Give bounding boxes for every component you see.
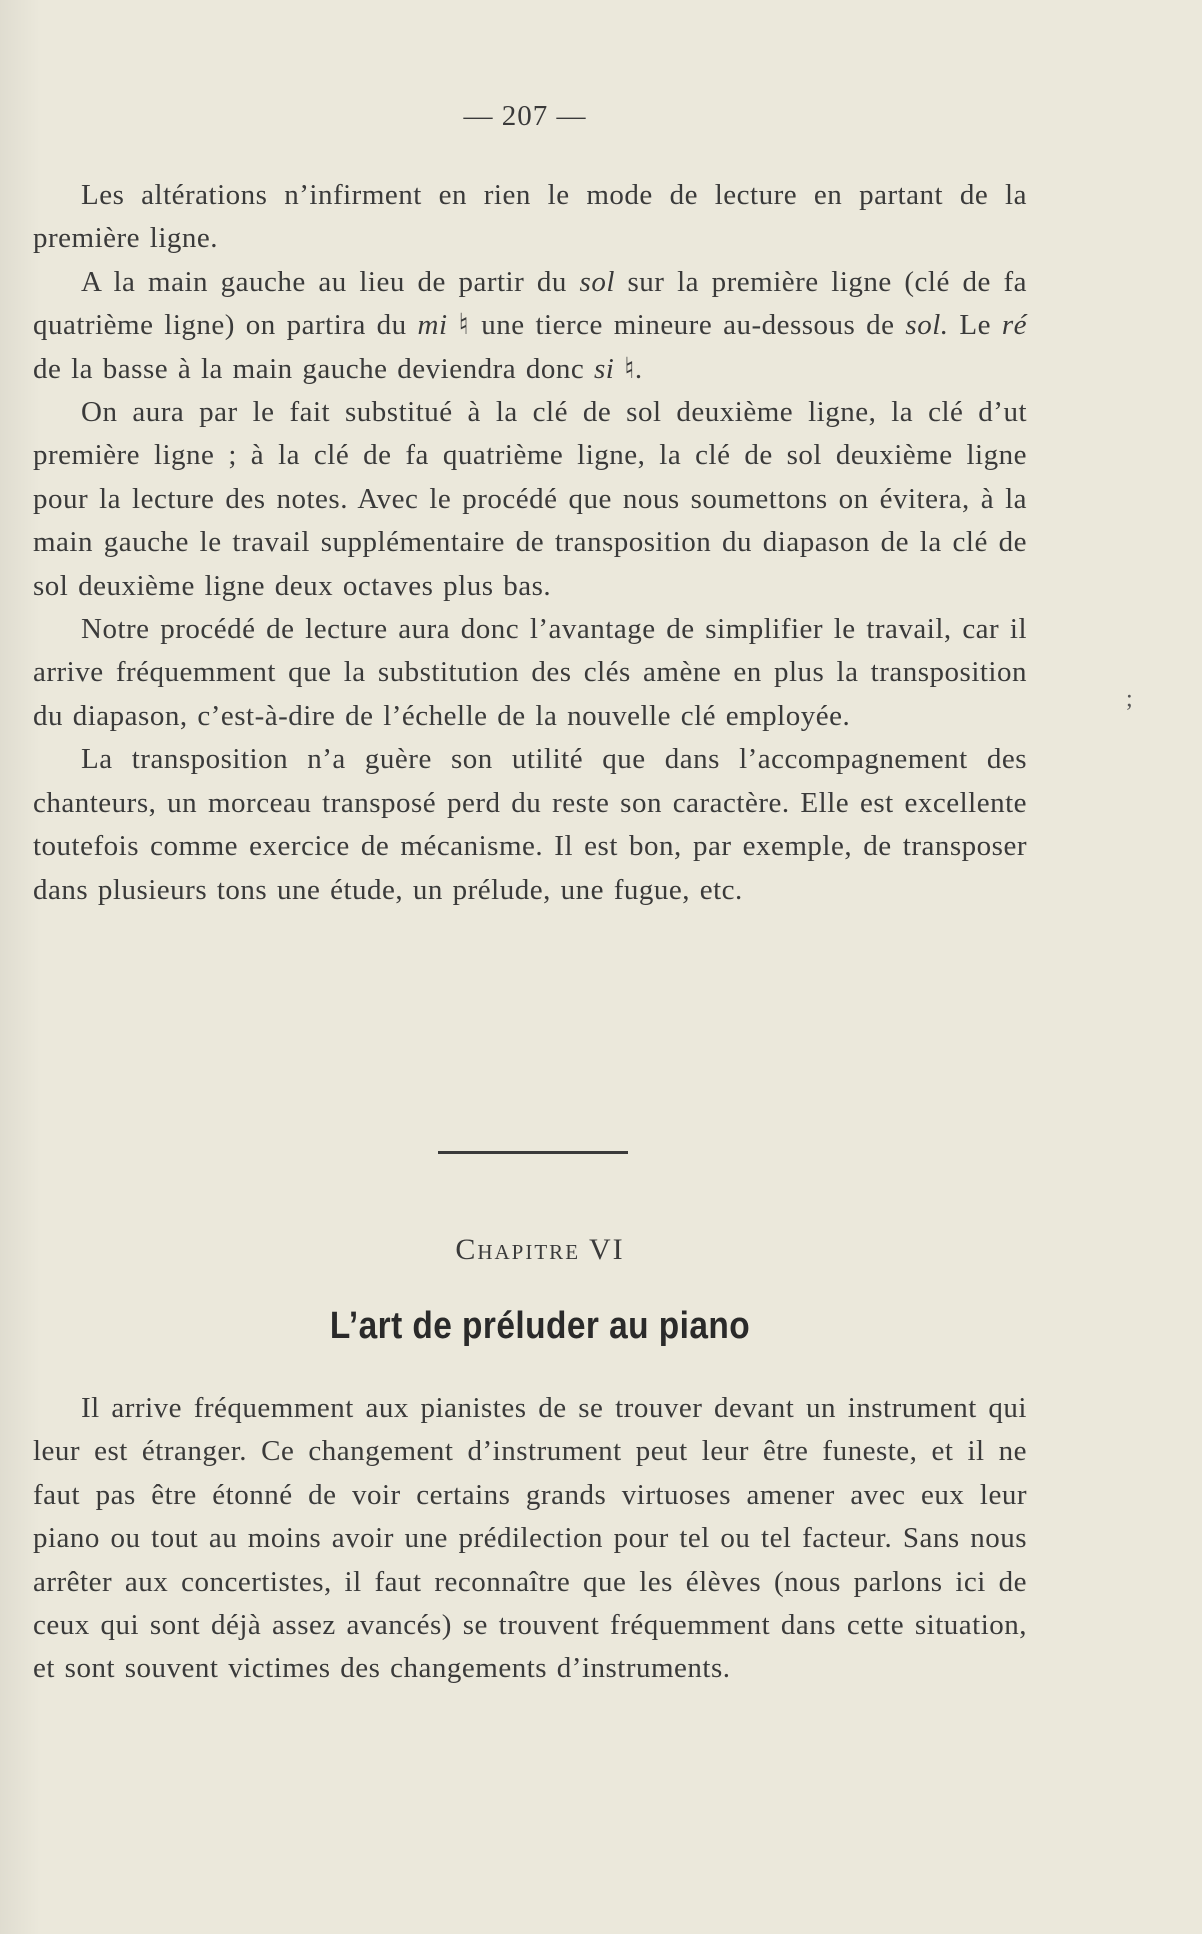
chapter-title: L’art de préluder au piano: [329, 1305, 751, 1347]
paragraph-text: Il arrive fréquemment aux pianistes de se trouver devant un instrument qui leur est étranger. Ce changement d’instrument peut leur être funeste, et il ne faut pas être étonné de voir certains grands virtuoses amener avec eux leur piano ou tout au moins avoir une prédilection pour tel ou tel facteur. Sans nous arrêter aux concertistes, il faut reconnaître que les élèves (nous parlons ici de ceux qui sont déjà assez avancés) se trouvent fréquemment dans cette situation, et sont souvent victimes des changements d’instruments.: [33, 1392, 1027, 1685]
paragraph-text: ♮ une tierce mineure au-dessous de: [447, 309, 906, 342]
paragraph: [33, 1387, 1027, 1691]
paragraph: [33, 608, 1027, 738]
section-divider: [438, 1151, 628, 1154]
paragraph: [33, 174, 1027, 261]
paragraph-text: sur la première ligne (clé de fa quatrième ligne) on partira du: [33, 265, 1028, 342]
paragraph-text: Les altérations n’infirment en rien le mode de lecture en partant de la première ligne.: [33, 179, 1027, 255]
italic-term: mi: [417, 309, 448, 342]
text-section-bottom: [33, 1387, 1027, 1691]
chapter-label: Chapitre VI: [455, 1233, 625, 1266]
paragraph: [33, 391, 1027, 608]
paragraph-text: La transposition n’a guère son utilité que dans l’accompagnement des chanteurs, un morceau transposé perd du reste son caractère. Elle est excellente toutefois comme exercice de mécanisme. Il est bon, par exemple, de transposer dans plusieurs tons une étude, un prélude, une fugue, etc.: [33, 743, 1027, 906]
paragraph: [33, 738, 1027, 912]
italic-term: sol: [579, 265, 615, 298]
italic-term: ré: [1001, 309, 1027, 342]
paragraph-text: On aura par le fait substitué à la clé de sol deuxième ligne, la clé d’ut première ligne ; à la clé de fa quatrième ligne, la clé de sol deuxième ligne pour la lecture des notes. Avec le procédé que nous soumettons on évitera, à la main gauche le travail supplémentaire de transposition du diapason de la clé de sol deuxième ligne deux octaves plus bas.: [33, 396, 1027, 602]
page-number: — 207 —: [463, 100, 587, 132]
paragraph: [33, 261, 1027, 391]
italic-term: si: [593, 352, 615, 385]
paragraph-text: Notre procédé de lecture aura donc l’avantage de simplifier le travail, car il arrive fréquemment que la substitution des clés amène en plus la transposition du diapason, c’est-à-dire de l’échelle de la nouvelle clé employée.: [33, 613, 1027, 732]
paragraph-text: Le: [948, 309, 1002, 342]
paragraph-text: A la main gauche au lieu de partir du: [81, 265, 580, 298]
paragraph-text: ♮.: [614, 352, 643, 385]
paragraph-text: de la basse à la main gauche deviendra donc: [33, 352, 594, 385]
text-section-top: [33, 174, 1027, 912]
margin-mark: ;: [1126, 686, 1133, 712]
italic-term: sol.: [905, 309, 949, 342]
